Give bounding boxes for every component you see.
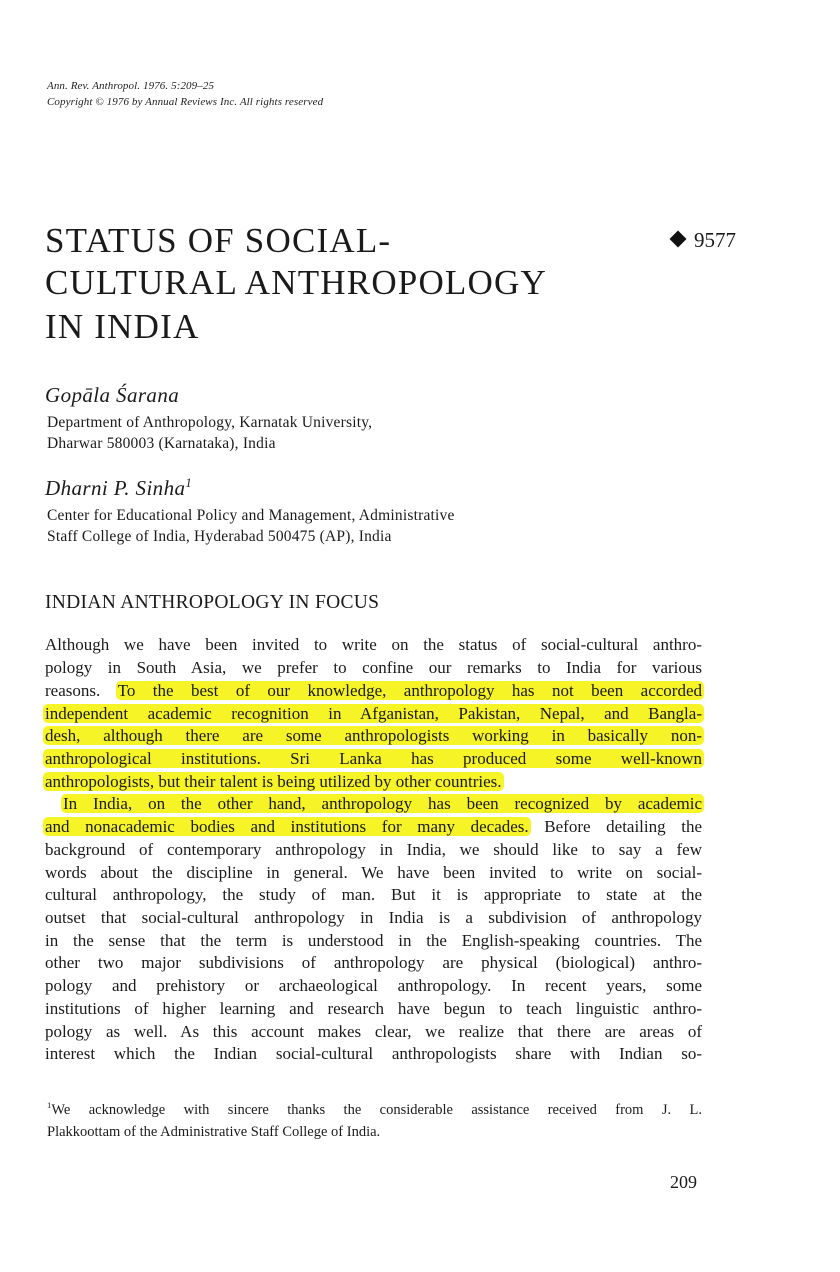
author-name-1 — [45, 383, 179, 408]
author-2-affiliation-line-1: Center for Educational Policy and Management, Administrative — [47, 507, 455, 524]
author-1-affiliation-line-2: Dharwar 580003 (Karnataka), India — [47, 435, 276, 452]
body-line-17: institutions of higher learning and research have begun to teach linguistic anthro- — [45, 999, 702, 1018]
highlighted-text[interactable]: anthropologists, but their talent is being utilized by other countries. — [45, 772, 502, 791]
author-footnote-mark: 1 — [185, 476, 193, 490]
body-line-8 — [63, 793, 702, 816]
body-line-7 — [45, 771, 702, 794]
footnote-line-2: Plakkoottam of the Administrative Staff College of India. — [47, 1124, 381, 1140]
body-line-9 — [45, 816, 702, 839]
body-line-2: pology in South Asia, we prefer to confine our remarks to India for various — [45, 658, 702, 677]
footnote-line-1 — [47, 1099, 702, 1121]
page-number: 209 — [670, 1172, 697, 1192]
author-name-2 — [45, 476, 192, 501]
body-line-4 — [45, 703, 702, 726]
body-line-13: outset that social-cultural anthropology in India is a subdivision of anthropology — [45, 908, 702, 927]
author-2-affiliation-line-2: Staff College of India, Hyderabad 500475 (AP), India — [47, 528, 392, 545]
title-line-3: IN INDIA — [45, 307, 200, 346]
footnote-mark: 1 — [47, 1100, 52, 1111]
body-line-12: cultural anthropology, the study of man. But it is appropriate to state at the — [45, 885, 702, 904]
author-name-2-text: Dharni P. Sinha — [45, 476, 186, 500]
highlighted-text[interactable]: independent academic recognition in Afganistan, Pakistan, Nepal, and Bangla- — [45, 704, 702, 723]
body-line-6 — [45, 748, 702, 771]
article-code-number: 9577 — [694, 228, 736, 252]
highlighted-text[interactable]: anthropological institutions. Sri Lanka has produced some well-known — [45, 749, 702, 768]
body-line-15: other two major subdivisions of anthropology are physical (biological) anthro- — [45, 953, 702, 972]
article-code — [672, 228, 736, 253]
body-text-plain: Before detailing the — [544, 817, 703, 836]
title-line-1: STATUS OF SOCIAL- — [45, 221, 392, 260]
section-heading: INDIAN ANTHROPOLOGY IN FOCUS — [45, 592, 380, 613]
body-line-1: Although we have been invited to write on the status of social-cultural anthro- — [45, 635, 702, 654]
footnote-text: We acknowledge with sincere thanks the considerable assistance received from J. L. — [51, 1102, 702, 1118]
body-text-plain: reasons. — [45, 681, 101, 700]
body-line-10: background of contemporary anthropology in India, we should like to say a few — [45, 840, 702, 859]
diamond-icon — [670, 231, 687, 248]
highlighted-text[interactable]: To the best of our knowledge, anthropology has not been accorded — [117, 681, 703, 700]
citation-line: Ann. Rev. Anthropol. 1976. 5:209–25 — [47, 80, 215, 92]
body-line-3 — [45, 680, 702, 703]
body-line-18: pology as well. As this account makes clear, we realize that there are areas of — [45, 1022, 702, 1041]
copyright-line: Copyright © 1976 by Annual Reviews Inc. All rights reserved — [47, 96, 324, 108]
body-line-5 — [45, 725, 702, 748]
highlighted-text[interactable]: and nonacademic bodies and institutions for many decades. — [45, 817, 529, 836]
body-line-14: in the sense that the term is understood in the English-speaking countries. The — [45, 931, 702, 950]
body-line-19: interest which the Indian social-cultural anthropologists share with Indian so- — [45, 1044, 702, 1063]
highlighted-text[interactable]: desh, although there are some anthropologists working in basically non- — [45, 726, 702, 745]
highlighted-text[interactable]: In India, on the other hand, anthropology has been recognized by academic — [63, 794, 702, 813]
body-line-11: words about the discipline in general. We have been invited to write on social- — [45, 863, 702, 882]
author-1-affiliation-line-1: Department of Anthropology, Karnatak University, — [47, 414, 373, 431]
author-name-1-text: Gopāla Śarana — [45, 383, 180, 407]
body-line-16: pology and prehistory or archaeological anthropology. In recent years, some — [45, 976, 702, 995]
title-line-2: CULTURAL ANTHROPOLOGY — [45, 263, 547, 302]
